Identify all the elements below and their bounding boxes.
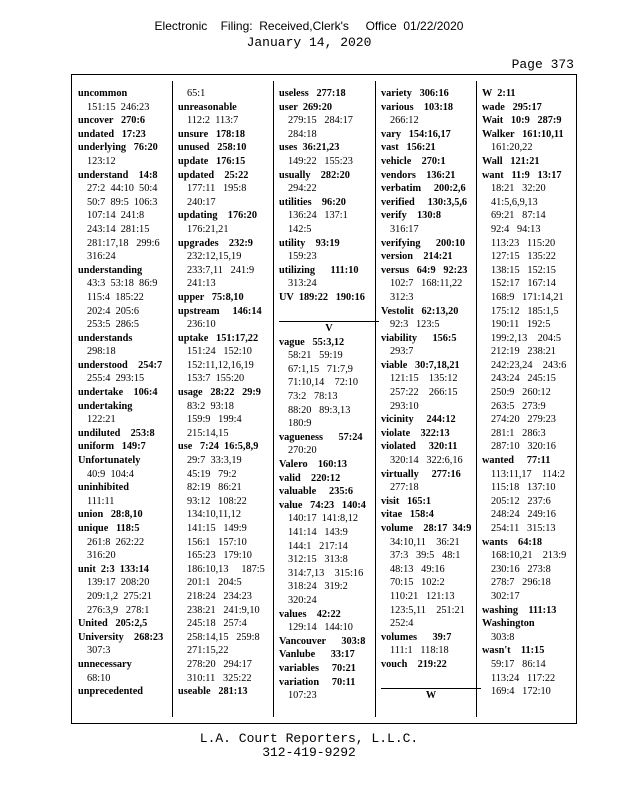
index-term: undiluted 253:8 [78,427,155,439]
page-line-refs: 107:14 241:8 [87,210,145,222]
page-line-refs: 279:15 284:17 [288,115,353,127]
page-line-refs: 156:1 157:10 [187,536,247,548]
index-term: verified 130:3,5,6 [381,196,468,208]
page-line-refs: 278:7 296:18 [491,577,551,589]
column-divider [476,81,477,717]
page-line-refs: 266:12 [390,115,419,127]
index-term: volumes 39:7 [381,631,452,643]
section-letter: V [279,321,379,336]
page-line-refs: 294:22 [288,183,317,195]
index-term: vicinity 244:12 [381,414,456,426]
page-line-refs: 175:12 185:1,5 [491,305,559,317]
index-term: volume 28:17 34:9 [381,523,472,534]
index-term: wasn't 11:15 [482,645,545,657]
index-term: virtually 277:16 [381,468,461,480]
page-line-refs: 180:9 [288,418,312,430]
index-term: washing 111:13 [482,604,557,616]
index-term: updated 25:22 [178,169,249,181]
page-line-refs: 258:14,15 259:8 [187,631,260,643]
page-line-refs: 169:4 172:10 [491,686,551,698]
page-line-refs: 257:22 266:15 [390,387,458,399]
index-term: verifying 200:10 [381,237,466,249]
page-line-refs: 177:11 195:8 [187,183,247,195]
index-term: unused 258:10 [178,142,247,154]
index-term: understand 14:8 [78,169,158,181]
page-line-refs: 241:13 [187,278,216,290]
index-term: vendors 136:21 [381,169,456,181]
index-term: want 11:9 13:17 [482,169,562,181]
page-line-refs: 168:9 171:14,21 [491,291,564,303]
index-term: unsure 178:18 [178,128,246,140]
page-line-refs: 281:17,18 299:6 [87,237,160,249]
column-divider [172,81,173,717]
page-line-refs: 92:4 94:13 [491,223,541,235]
index-term: violate 322:13 [381,427,450,439]
page-line-refs: 69:21 87:14 [491,210,546,222]
page-line-refs: 113:11,17 114:2 [491,468,566,480]
index-term: upper 75:8,10 [178,291,244,303]
page-line-refs: 123:5,11 251:21 [390,604,465,616]
index-term: uninhibited [78,482,129,494]
index-term: unit 2:3 133:14 [78,563,149,575]
index-term: underlying 76:20 [78,142,158,154]
index-term: upgrades 232:9 [178,237,253,249]
page-line-refs: 58:21 59:19 [288,350,343,362]
index-term: utilizing 111:10 [279,264,359,276]
page-line-refs: 115:18 137:10 [491,482,556,494]
page-line-refs: 240:17 [187,196,216,208]
page-line-refs: 320:14 322:6,16 [390,455,463,467]
page-line-refs: 127:15 135:22 [491,251,556,263]
page-line-refs: 209:1,2 275:21 [87,590,152,602]
index-term: unreasonable [178,101,237,113]
page-line-refs: 293:7 [390,346,414,358]
page-line-refs: 313:24 [288,278,317,290]
page-line-refs: 243:14 281:15 [87,223,150,235]
page-line-refs: 43:3 53:18 86:9 [87,278,158,290]
page-line-refs: 303:8 [491,631,515,643]
index-term: uncover 270:6 [78,115,146,127]
footer [0,732,618,760]
transcript-date: January 14, 2020 [246,35,372,50]
page-line-refs: 48:13 49:16 [390,563,445,575]
page-line-refs: 230:16 273:8 [491,563,551,575]
index-term: vary 154:16,17 [381,128,451,140]
blank-line [381,672,481,686]
page-line-refs: 41:5,6,9,13 [491,196,538,208]
page-line-refs: 248:24 249:16 [491,509,556,521]
court-reporter-name: L.A. Court Reporters, L.L.C. [199,731,419,746]
page-line-refs: 159:23 [288,251,317,263]
page-line-refs: 168:10,21 213:9 [491,550,567,562]
page-line-refs: 250:9 260:12 [491,387,551,399]
page-line-refs: 276:3,9 278:1 [87,604,150,616]
page-line-refs: 205:12 237:6 [491,495,551,507]
page-line-refs: 88:20 89:3,13 [288,404,351,416]
page-line-refs: 112:2 113:7 [187,115,239,127]
index-term: visit 165:1 [381,495,432,507]
index-term: union 28:8,10 [78,509,143,521]
filing-stamp: Electronic Filing: Received,Clerk's Office 01/22/2020 [154,19,464,33]
page-line-refs: 113:23 115:20 [491,237,556,249]
page-line-refs: 316:17 [390,223,419,235]
page-line-refs: 144:1 217:14 [288,540,348,552]
index-term: variables 70:21 [279,662,356,674]
index-column-5 [482,87,582,699]
index-term: variety 306:16 [381,88,449,99]
index-column-1 [78,87,178,699]
index-term: update 176:15 [178,155,246,167]
index-term: usually 282:20 [279,169,350,181]
page-line-refs: 186:10,13 187:5 [187,563,265,575]
page-line-refs: 59:17 86:14 [491,658,546,670]
page-line-refs: 152:17 167:14 [491,278,556,290]
index-term: user 269:20 [279,101,333,113]
index-term: updating 176:20 [178,210,257,222]
index-term: Washington [482,618,535,630]
page-line-refs: 199:2,13 204:5 [491,332,562,344]
page-line-refs: 318:24 319:2 [288,581,348,593]
page-line-refs: 142:5 [288,223,312,235]
page-line-refs: 242:23,24 243:6 [491,359,567,371]
page-line-refs: 316:20 [87,550,116,562]
index-term: uptake 151:17,22 [178,332,259,344]
page-line-refs: 287:10 320:16 [491,441,556,453]
page-line-refs: 141:15 149:9 [187,523,247,534]
page-line-refs: 176:21,21 [187,223,229,235]
page-line-refs: 93:12 108:22 [187,495,247,507]
index-term: useless 277:18 [279,88,346,99]
index-term: vouch 219:22 [381,658,447,670]
page-line-refs: 232:12,15,19 [187,251,242,263]
index-term: vagueness 57:24 [279,431,363,443]
page-line-refs: 149:22 155:23 [288,155,353,167]
page-number: Page 373 [511,57,574,72]
page-line-refs: 92:3 123:5 [390,319,440,331]
index-term: variation 70:11 [279,676,356,688]
page-line-refs: 65:1 [187,88,206,99]
page-line-refs: 50:7 89:5 106:3 [87,196,158,208]
page-line-refs: 111:11 [87,495,115,507]
page-line-refs: 293:10 [390,400,419,412]
index-term: versus 64:9 92:23 [381,264,468,276]
page-line-refs: 159:9 199:4 [187,414,242,426]
page-line-refs: 270:20 [288,445,317,457]
index-column-2 [178,87,278,699]
page-line-refs: 245:18 257:4 [187,618,247,630]
section-letter: W [381,688,481,703]
index-term: understanding [78,264,143,276]
page-line-refs: 151:24 152:10 [187,346,252,358]
index-term: Wall 121:21 [482,155,540,167]
index-term: unique 118:5 [78,523,140,534]
index-term: understood 254:7 [78,359,163,371]
page-line-refs: 151:15 246:23 [87,101,150,113]
page-line-refs: 71:10,14 72:10 [288,377,359,389]
index-term: University 268:23 [78,631,164,643]
page-line-refs: 18:21 32:20 [491,183,546,195]
index-term: utility 93:19 [279,237,340,249]
page-line-refs: 278:20 294:17 [187,658,252,670]
page-line-refs: 190:11 192:5 [491,319,551,331]
page-line-refs: 307:3 [87,645,111,657]
page-line-refs: 67:1,15 71:7,9 [288,363,353,375]
page-line-refs: 218:24 234:23 [187,590,252,602]
index-term: wade 295:17 [482,101,542,113]
page-line-refs: 122:21 [87,414,116,426]
page-line-refs: 34:10,11 36:21 [390,536,460,548]
page-line-refs: 263:5 273:9 [491,400,546,412]
page-line-refs: 312:15 313:8 [288,554,348,566]
index-term: viability 156:5 [381,332,457,344]
page-line-refs: 129:14 144:10 [288,622,353,634]
page-line-refs: 113:24 117:22 [491,672,556,684]
page-line-refs: 152:11,12,16,19 [187,359,254,371]
index-term: vehicle 270:1 [381,155,446,167]
index-term: Walker 161:10,11 [482,128,564,140]
index-term: undated 17:23 [78,128,146,140]
index-term: Valero 160:13 [279,459,348,471]
index-term: Vestolit 62:13,20 [381,305,459,317]
page-line-refs: 302:17 [491,590,520,602]
page-line-refs: 123:12 [87,155,116,167]
index-term: uses 36:21,23 [279,142,340,154]
index-term: valuable 235:6 [279,486,354,498]
page-line-refs: 121:15 135:12 [390,373,458,385]
index-term: unprecedented [78,686,144,698]
page-line-refs: 277:18 [390,482,419,494]
page-line-refs: 83:2 93:18 [187,400,234,412]
index-term: values 42:22 [279,608,341,620]
page-line-refs: 138:15 152:15 [491,264,556,276]
page-line-refs: 271:15,22 [187,645,229,657]
index-term: undertaking [78,400,133,412]
page-line-refs: 281:1 286:3 [491,427,546,439]
page-line-refs: 284:18 [288,128,317,140]
page-line-refs: 254:11 315:13 [491,523,556,534]
page-line-refs: 314:7,13 315:16 [288,567,364,579]
index-term: vast 156:21 [381,142,436,154]
page-line-refs: 253:5 286:5 [87,319,140,331]
index-term: uniform 149:7 [78,441,146,453]
page-line-refs: 298:18 [87,346,116,358]
page-line-refs: 153:7 155:20 [187,373,245,385]
index-term: vitae 158:4 [381,509,434,521]
index-term: utilities 96:20 [279,196,346,208]
index-term: use 7:24 16:5,8,9 [178,441,259,453]
page-line-refs: 261:8 262:22 [87,536,145,548]
index-term: uncommon [78,88,128,99]
page-line-refs: 45:19 79:2 [187,468,237,480]
index-column-3 [279,87,379,703]
page-line-refs: 110:21 121:13 [390,590,455,602]
index-term: undertake 106:4 [78,387,158,399]
page-line-refs: 238:21 241:9,10 [187,604,260,616]
page-line-refs: 141:14 143:9 [288,527,348,538]
page-line-refs: 320:24 [288,594,317,606]
page-line-refs: 140:17 141:8,12 [288,513,359,525]
index-term: Wait 10:9 287:9 [482,115,562,127]
page-line-refs: 312:3 [390,291,414,303]
index-term: Vanlube 33:17 [279,649,355,661]
page-line-refs: 111:1 118:18 [390,645,449,657]
index-term: valid 220:12 [279,472,341,484]
index-term: verbatim 200:2,6 [381,183,466,195]
index-term: wanted 77:11 [482,455,551,467]
index-term: United 205:2,5 [78,618,148,630]
index-term: UV 189:22 190:16 [279,291,365,303]
index-term: understands [78,332,133,344]
index-term: violated 320:11 [381,441,458,453]
page-line-refs: 212:19 238:21 [491,346,556,358]
court-reporter-phone: 312-419-9292 [262,745,356,760]
page-line-refs: 115:4 185:22 [87,291,144,303]
page-line-refs: 215:14,15 [187,427,229,439]
column-divider [375,81,376,717]
index-column-4 [381,87,481,703]
page-line-refs: 310:11 325:22 [187,672,252,684]
page-line-refs: 102:7 168:11,22 [390,278,463,290]
index-term: value 74:23 140:4 [279,499,366,511]
index-term: vague 55:3,12 [279,336,345,348]
page-line-refs: 27:2 44:10 50:4 [87,183,158,195]
page-line-refs: 252:4 [390,618,414,630]
index-term: upstream 146:14 [178,305,262,317]
index-term: version 214:21 [381,251,453,263]
page-line-refs: 40:9 104:4 [87,468,134,480]
index-term: Unfortunately [78,455,141,467]
page-line-refs: 73:2 78:13 [288,391,338,403]
page-line-refs: 236:10 [187,319,216,331]
index-term: various 103:18 [381,101,454,113]
index-term: Vancouver 303:8 [279,635,366,647]
index-term: wants 64:18 [482,536,543,548]
page-line-refs: 70:15 102:2 [390,577,445,589]
page-line-refs: 202:4 205:6 [87,305,140,317]
blank-line [279,305,379,319]
index-term: useable 281:13 [178,686,248,698]
page-line-refs: 316:24 [87,251,116,263]
page-line-refs: 37:3 39:5 48:1 [390,550,461,562]
page-line-refs: 29:7 33:3,19 [187,455,242,467]
page-line-refs: 274:20 279:23 [491,414,556,426]
column-divider [273,81,274,717]
page-line-refs: 68:10 [87,672,111,684]
page-line-refs: 134:10,11,12 [187,509,241,521]
page-line-refs: 161:20,22 [491,142,533,154]
page-line-refs: 255:4 293:15 [87,373,145,385]
page-line-refs: 165:23 179:10 [187,550,252,562]
index-term: W 2:11 [482,88,516,99]
index-term: viable 30:7,18,21 [381,359,460,371]
page-line-refs: 136:24 137:1 [288,210,348,222]
index-frame [71,74,577,724]
page-line-refs: 201:1 204:5 [187,577,242,589]
page-line-refs: 233:7,11 241:9 [187,264,255,276]
index-term: verify 130:8 [381,210,442,222]
page-line-refs: 82:19 86:21 [187,482,242,494]
page-line-refs: 107:23 [288,690,317,702]
page-line-refs: 139:17 208:20 [87,577,150,589]
page-line-refs: 243:24 245:15 [491,373,556,385]
index-term: unnecessary [78,658,132,670]
index-term: usage 28:22 29:9 [178,387,261,399]
